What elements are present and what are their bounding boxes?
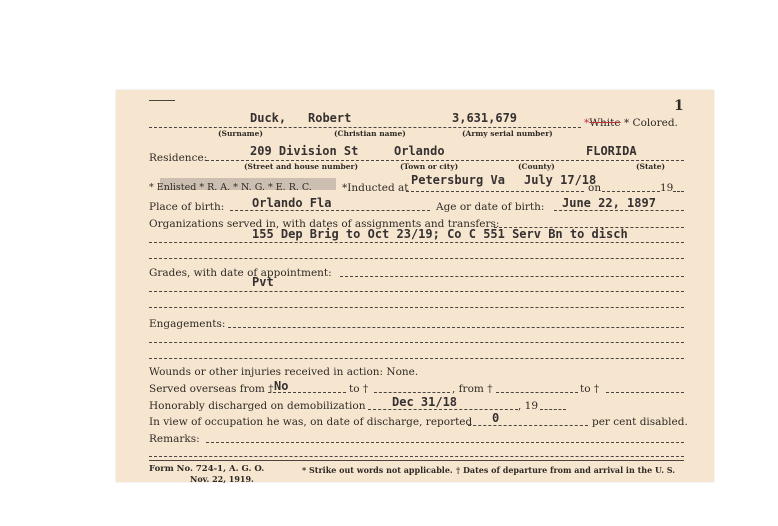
grades-line-3	[149, 307, 684, 308]
grades-line-2	[149, 291, 684, 292]
christian-name-label: (Christian name)	[334, 129, 406, 138]
disability-suffix: per cent disabled.	[592, 416, 688, 428]
street-label: (Street and house number)	[244, 162, 359, 171]
race-field: *White * Colored.	[584, 117, 678, 129]
discharge-date-value: Dec 31/18	[392, 395, 458, 409]
engagements-line	[228, 327, 684, 328]
birth-date-value: June 22, 1897	[562, 196, 656, 210]
engagements-line-2	[149, 342, 684, 343]
discharge-line	[368, 409, 518, 410]
card-number: 1	[674, 98, 684, 114]
race-white: White	[589, 117, 621, 129]
overseas-to2-label: to †	[580, 383, 600, 395]
overseas-from-line	[268, 392, 346, 393]
discharge-year-line	[540, 409, 566, 410]
discharge-year-label: , 19	[518, 400, 539, 412]
year-label: 19	[660, 182, 674, 194]
service-record-card	[116, 90, 714, 482]
inducted-place-value: Petersburg Va	[411, 173, 505, 187]
serial-number-value: 3,631,679	[452, 111, 518, 125]
engagements-line-3	[149, 358, 684, 359]
overseas-value: No	[274, 379, 289, 393]
race-colored: Colored.	[632, 117, 678, 129]
name-line	[149, 127, 581, 128]
grades-label: Grades, with date of appointment:	[149, 267, 332, 279]
county-label: (County)	[518, 162, 555, 171]
disability-label: In view of occupation he was, on date of discharge, reported	[149, 416, 473, 428]
grades-value: Pvt	[252, 275, 274, 289]
remarks-label: Remarks:	[149, 433, 200, 445]
top-rule	[149, 100, 175, 101]
overseas-label: Served overseas from †	[149, 383, 274, 395]
overseas-from2-label: , from †	[452, 383, 493, 395]
enlisted-prefix: * Enlisted * R. A. * N. G. * E. R. C.	[149, 182, 312, 193]
birth-date-label: Age or date of birth:	[436, 201, 545, 213]
footer-rule	[149, 460, 684, 461]
disability-value: 0	[492, 411, 500, 425]
birth-place-value: Orlando Fla	[252, 196, 332, 210]
birth-place-line	[230, 210, 430, 211]
wounds-label: Wounds or other injuries received in action: None.	[149, 366, 419, 378]
serial-number-label: (Army serial number)	[462, 129, 553, 138]
inducted-label: *Inducted at	[342, 182, 409, 194]
organizations-label: Organizations served in, with dates of assignments and transfers:	[149, 218, 500, 230]
organizations-line-3	[149, 258, 684, 259]
birth-date-line	[554, 210, 684, 211]
year-line	[673, 191, 684, 192]
residence-label: Residence:	[149, 152, 208, 164]
overseas-to-label: to †	[349, 383, 369, 395]
overseas-to2-line	[606, 392, 684, 393]
form-date: Nov. 22, 1919.	[190, 474, 254, 484]
organizations-value: 155 Dep Brig to Oct 23/19; Co C 551 Serv Bn to disch	[252, 227, 628, 241]
disability-line	[468, 425, 588, 426]
remarks-line	[206, 442, 684, 443]
footer-note-dates: † Dates of departure from and arrival in the U. S.	[456, 465, 676, 475]
engagements-label: Engagements:	[149, 318, 226, 330]
on-line	[602, 191, 660, 192]
overseas-from2-line	[496, 392, 578, 393]
street-value: 209 Division St	[250, 144, 359, 158]
organizations-line-2	[149, 242, 684, 243]
discharge-label: Honorably discharged on demobilization	[149, 400, 366, 412]
town-label: (Town or city)	[400, 162, 459, 171]
grades-line	[340, 276, 684, 277]
overseas-to-line	[374, 392, 450, 393]
surname-label: (Surname)	[218, 129, 263, 138]
residence-line	[206, 160, 684, 161]
state-label: (State)	[636, 162, 666, 171]
footer-note-strike: * Strike out words not applicable.	[302, 465, 453, 475]
inducted-date-value: July 17/18	[524, 173, 597, 187]
surname-value: Duck,	[250, 111, 287, 125]
state-value: FLORIDA	[586, 144, 637, 158]
form-number: Form No. 724-1, A. G. O.	[149, 464, 265, 474]
christian-name-value: Robert	[308, 111, 352, 125]
on-label: on	[588, 182, 602, 194]
town-value: Orlando	[394, 144, 445, 158]
inducted-line	[406, 191, 584, 192]
remarks-line-2	[149, 456, 684, 457]
birth-place-label: Place of birth:	[149, 201, 225, 213]
